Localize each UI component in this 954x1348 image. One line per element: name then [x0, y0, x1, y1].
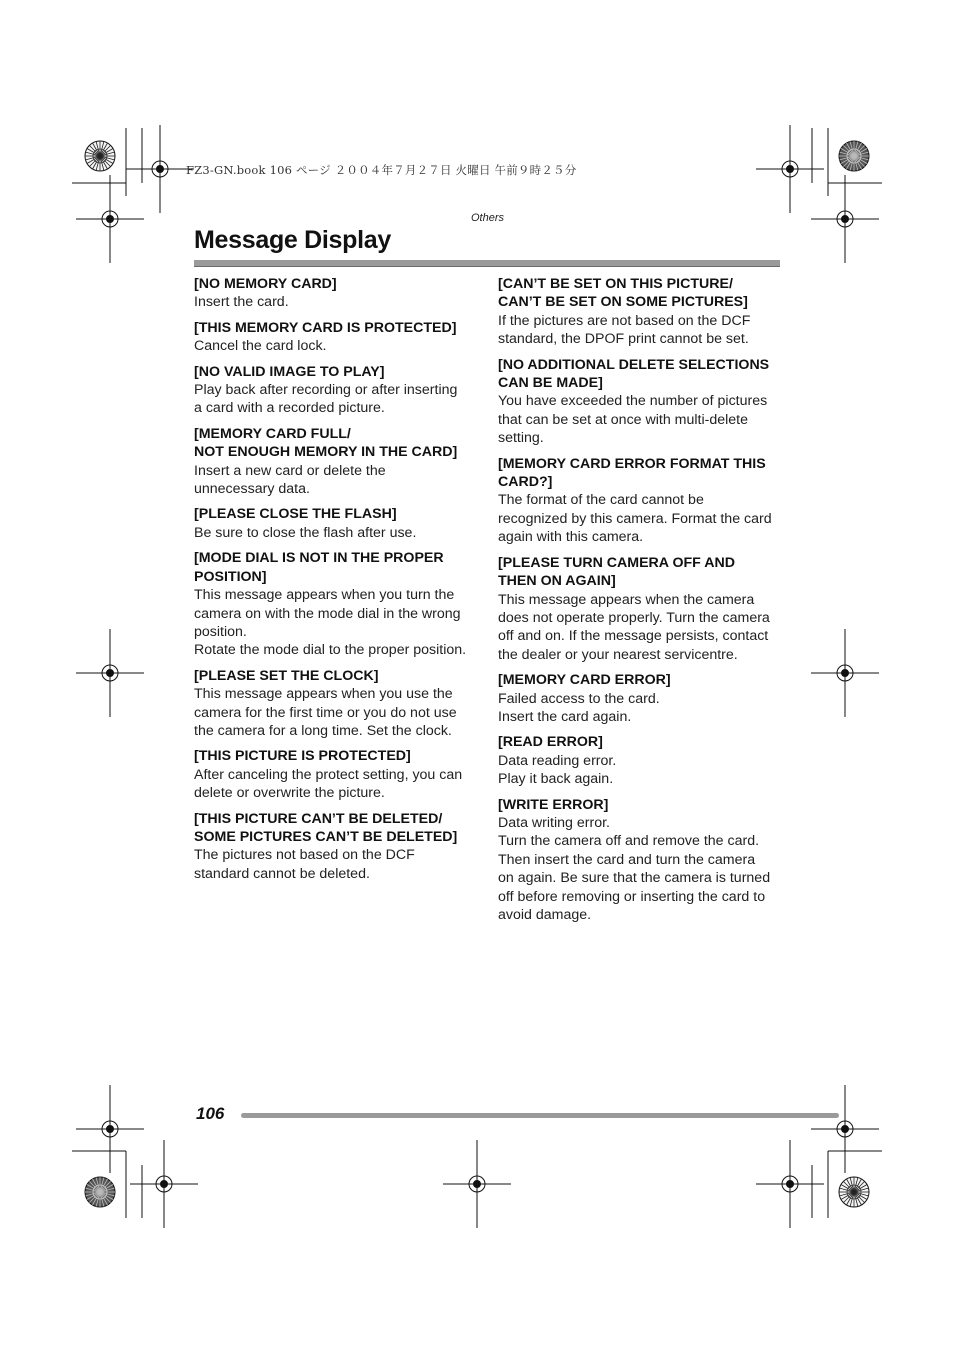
footer-rule	[241, 1113, 839, 1118]
registration-mark-icon	[811, 629, 879, 717]
message-description: Insert the card.	[194, 294, 289, 311]
message-title: [NO MEMORY CARD]	[194, 276, 337, 292]
registration-mark-icon	[76, 1085, 144, 1173]
message-entry	[498, 671, 786, 726]
message-title: [MEMORY CARD FULL/ NOT ENOUGH MEMORY IN THE CARD]	[194, 425, 458, 461]
message-entry	[498, 455, 786, 547]
right-column	[498, 275, 786, 931]
registration-mark-icon	[756, 1140, 824, 1228]
color-rosette-icon	[85, 141, 115, 171]
message-title: [MEMORY CARD ERROR FORMAT THIS CARD?]	[498, 455, 766, 491]
message-description: After canceling the protect setting, you can delete or overwrite the picture.	[194, 766, 463, 802]
message-entry	[498, 796, 786, 925]
message-description: Data reading error. Play it back again.	[498, 752, 617, 788]
color-rosette-icon	[85, 1177, 115, 1207]
message-title: [THIS PICTURE IS PROTECTED]	[194, 748, 411, 765]
message-title: [NO ADDITIONAL DELETE SELECTIONS CAN BE MADE]	[498, 356, 770, 392]
color-rosette-icon	[839, 141, 869, 171]
left-column	[194, 275, 484, 890]
registration-mark-icon	[443, 1140, 511, 1228]
color-rosette-icon	[839, 1177, 869, 1207]
title-rule	[194, 260, 780, 267]
message-title: [CAN’T BE SET ON THIS PICTURE/ CAN’T BE SET ON SOME PICTURES]	[498, 276, 748, 311]
registration-mark-icon	[76, 175, 144, 263]
message-description: If the pictures are not based on the DCF standard, the DPOF print cannot be set.	[498, 312, 751, 348]
message-entry	[498, 554, 786, 664]
message-entry	[194, 425, 484, 499]
message-description: Play back after recording or after inserting a card with a recorded picture.	[194, 382, 458, 417]
message-description: The format of the card cannot be recognized by this camera. Format the card again with this camera.	[498, 492, 772, 546]
registration-mark-icon	[130, 1140, 198, 1228]
message-title: [THIS MEMORY CARD IS PROTECTED]	[194, 319, 457, 336]
registration-mark-icon	[126, 125, 194, 213]
message-entry	[194, 275, 484, 312]
message-title: [MODE DIAL IS NOT IN THE PROPER POSITION]	[194, 550, 444, 585]
message-title: [PLEASE TURN CAMERA OFF AND THEN ON AGAIN]	[498, 554, 735, 590]
message-entry	[194, 363, 484, 418]
message-title: [WRITE ERROR]	[498, 796, 609, 813]
message-entry	[498, 275, 786, 349]
message-description: This message appears when the camera does not operate properly. Turn the camera off and on. If the message persists, contact the dealer or your nearest servicentre.	[498, 591, 770, 663]
message-description: The pictures not based on the DCF standard cannot be deleted.	[194, 847, 415, 882]
message-entry	[498, 356, 786, 448]
message-description: This message appears when you turn the camera on with the mode dial in the wrong position. Rotate the mode dial to the proper position.	[194, 587, 467, 659]
message-title: [PLEASE CLOSE THE FLASH]	[194, 506, 397, 523]
section-label: Others	[471, 212, 505, 224]
message-description: Data writing error. Turn the camera off and remove the card. Then insert the card and turn the camera on again. Be sure that the camera is turned off before removing or inserting the card to avoid damage.	[498, 814, 771, 923]
registration-mark-icon	[756, 125, 824, 213]
message-entry	[194, 747, 484, 802]
message-title: [THIS PICTURE CAN’T BE DELETED/ SOME PICTURES CAN’T BE DELETED]	[194, 810, 458, 845]
message-title: [MEMORY CARD ERROR]	[498, 672, 671, 689]
message-description: Failed access to the card. Insert the card again.	[498, 690, 660, 725]
message-title: [NO VALID IMAGE TO PLAY]	[194, 363, 385, 380]
message-entry	[194, 505, 484, 542]
page-number: 106	[196, 1104, 225, 1123]
message-title: [READ ERROR]	[498, 734, 603, 751]
message-entry	[194, 810, 484, 884]
page-title: Message Display	[194, 226, 391, 254]
message-description: You have exceeded the number of pictures that can be set at once with multi-delete setting.	[498, 393, 768, 447]
message-entry	[498, 733, 786, 788]
message-entry	[194, 319, 484, 356]
registration-mark-icon	[811, 1085, 879, 1173]
registration-mark-icon	[811, 175, 879, 263]
print-header: FZ3-GN.book 106 ページ ２００４年７月２７日 火曜日 午前９時２５分	[186, 163, 577, 177]
message-description: Be sure to close the flash after use.	[194, 524, 417, 541]
message-description: Insert a new card or delete the unnecessary data.	[194, 462, 386, 498]
message-entry	[194, 549, 484, 659]
message-description: Cancel the card lock.	[194, 338, 327, 355]
registration-mark-icon	[76, 629, 144, 717]
message-description: This message appears when you use the camera for the first time or you do not use the camera for a long time. Set the clock.	[194, 686, 457, 739]
message-entry	[194, 667, 484, 741]
message-title: [PLEASE SET THE CLOCK]	[194, 667, 379, 684]
